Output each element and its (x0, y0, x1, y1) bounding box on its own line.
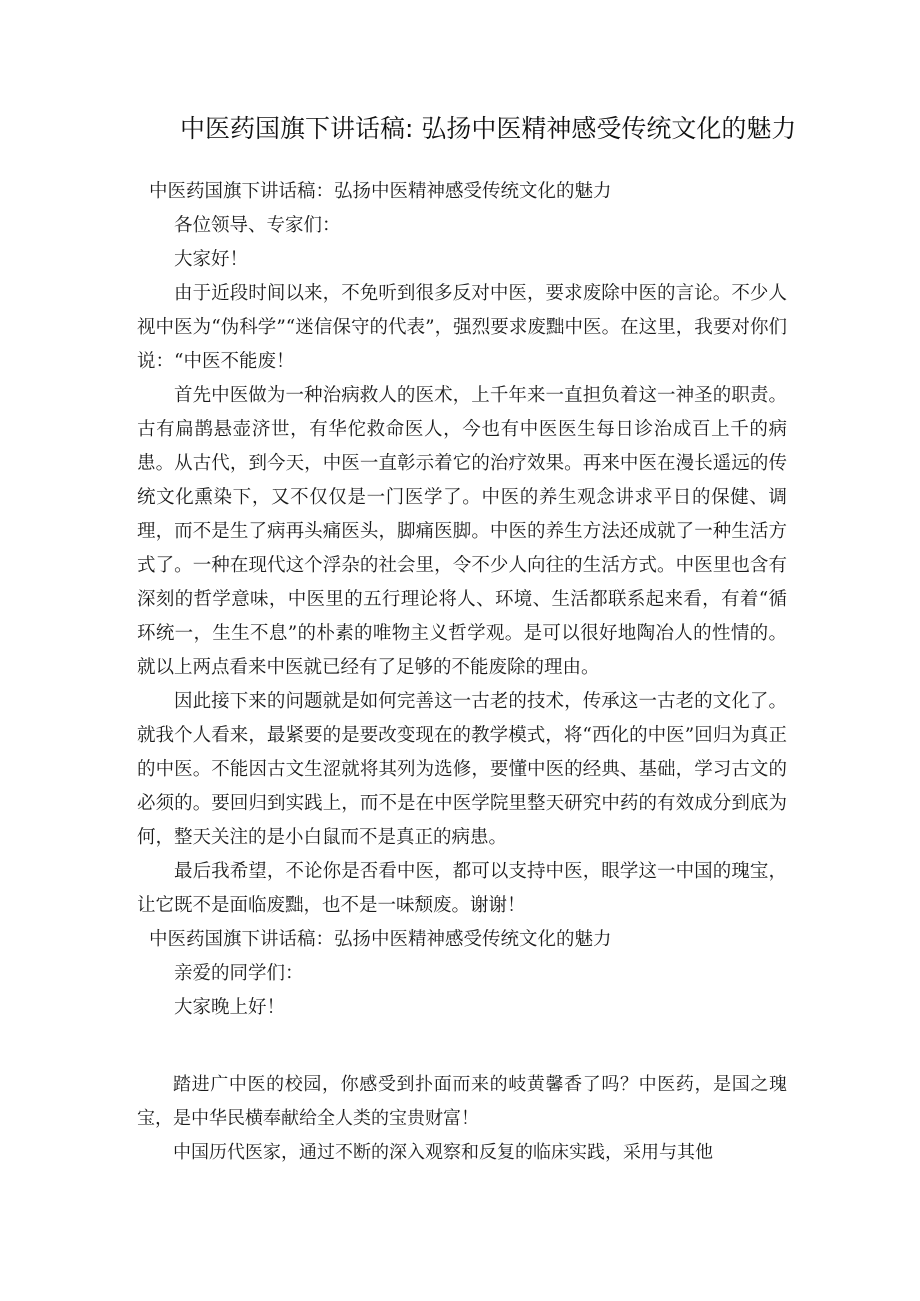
speech-1-paragraph: 首先中医做为一种治病救人的医术，上千年来一直担负着这一神圣的职责。古有扁鹊悬壶济世，有华佗救命医人，今也有中医医生每日诊治成百上千的病患。从古代，到今天，中医一直彰示着它的治疗效果。再来中医在漫长遥远的传统文化熏染下，又不仅仅是一门医学了。中医的养生观念讲求平日的保健、调理，而不是生了病再头痛医头，脚痛医脚。中医的养生方法还成就了一种生活方式了。一种在现代这个浮杂的社会里，令不少人向往的生活方式。中医里也含有深刻的哲学意味，中医里的五行理论将人、环境、生活都联系起来看，有着“循环统一，生生不息”的朴素的唯物主义哲学观。是可以很好地陶冶人的性情的。就以上两点看来中医就已经有了足够的不能废除的理由。 (137, 385, 787, 678)
speech-2-body (137, 1068, 787, 1170)
speech-2-greeting: 大家晚上好！ (174, 997, 286, 1018)
speech-2-salutation: 亲爱的同学们： (174, 963, 304, 984)
speech-2-paragraph: 中国历代医家，通过不断的深入观察和反复的临床实践，采用与其他 (173, 1142, 713, 1163)
speech-1-greeting: 大家好！ (174, 249, 249, 270)
speech-1-paragraph: 因此接下来的问题就是如何完善这一古老的技术，传承这一古老的文化了。就我个人看来，最紧要的是要改变现在的教学模式，将“西化的中医”回归为真正的中医。不能因古文生涩就将其列为选修，要懂中医的经典、基础，学习古文的必须的。要回归到实践上，而不是在中医学院里整天研究中药的有效成分到底为何，整天关注的是小白鼠而不是真正的病患。 (137, 691, 787, 848)
speech-1-paragraph: 最后我希望，不论你是否看中医，都可以支持中医，眼学这一中国的瑰宝，让它既不是面临废黜，也不是一味颓废。谢谢！ (137, 861, 787, 916)
speech-1 (137, 175, 787, 1025)
document-title: 中医药国旗下讲话稿: 弘扬中医精神感受传统文化的魅力 (180, 114, 797, 143)
speech-2-paragraph: 踏进广中医的校园，你感受到扑面而来的岐黄馨香了吗？中医药，是国之瑰宝，是中华民横奉献给全人类的宝贵财富！ (137, 1074, 787, 1129)
speech-1-salutation: 各位领导、专家们： (174, 215, 341, 236)
speech-1-paragraph: 由于近段时间以来，不免听到很多反对中医，要求废除中医的言论。不少人视中医为“伪科学”“迷信保守的代表”，强烈要求废黜中医。在这里，我要对你们说：“中医不能废！ (137, 283, 787, 372)
speech-1-subtitle: 中医药国旗下讲话稿：弘扬中医精神感受传统文化的魅力 (149, 181, 612, 202)
speech-2-subtitle: 中医药国旗下讲话稿：弘扬中医精神感受传统文化的魅力 (149, 929, 612, 950)
